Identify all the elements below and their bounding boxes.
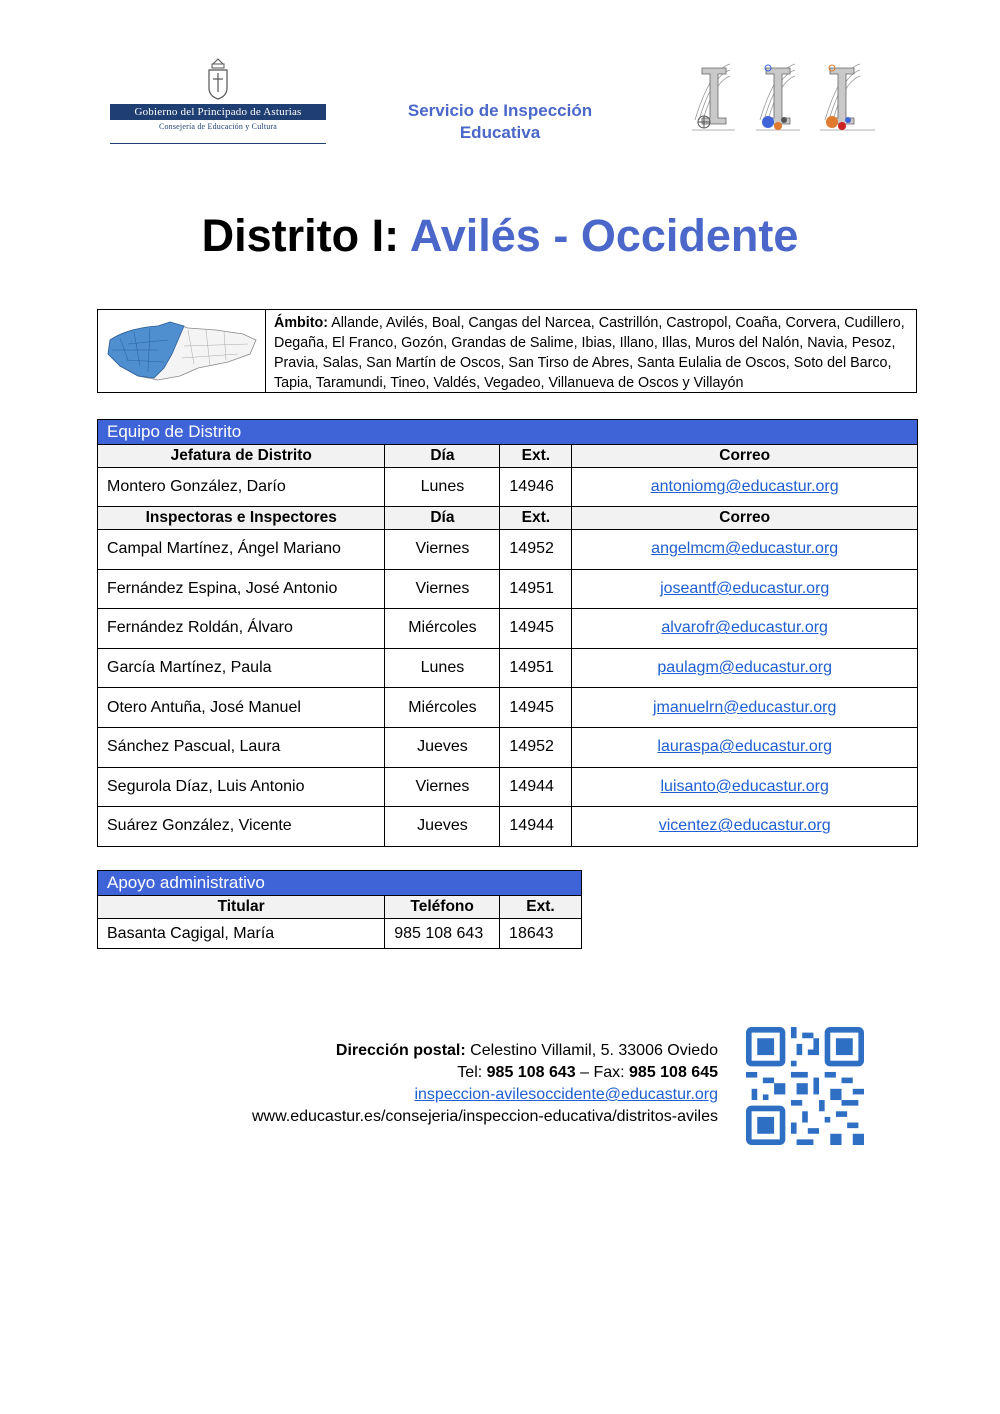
col-header: Jefatura de Distrito (98, 445, 385, 468)
scope-box (97, 309, 917, 393)
table-row (98, 530, 918, 570)
name-cell: Suárez González, Vicente (98, 807, 385, 847)
ext-cell: 14951 (500, 648, 572, 688)
ext-cell: 14952 (500, 727, 572, 767)
day-cell: Viernes (385, 767, 500, 807)
ext-cell: 14944 (500, 767, 572, 807)
table-row (98, 919, 582, 949)
website-url: www.educastur.es/consejeria/inspeccion-educativa/distritos-aviles (252, 1108, 718, 1125)
col-header: Día (385, 445, 500, 468)
name-cell: Sánchez Pascual, Laura (98, 727, 385, 767)
table-row (98, 727, 918, 767)
government-logo (110, 58, 326, 146)
ext-cell: 14952 (500, 530, 572, 570)
day-cell: Jueves (385, 807, 500, 847)
name-cell: García Martínez, Paula (98, 648, 385, 688)
email-link[interactable]: lauraspa@educastur.org (657, 738, 832, 756)
email-link[interactable]: luisanto@educastur.org (660, 777, 829, 795)
table-header-row (98, 445, 918, 468)
inspection-service-logo (690, 60, 880, 140)
table-header-row (98, 896, 582, 919)
table-row (98, 648, 918, 688)
name-cell: Fernández Roldán, Álvaro (98, 609, 385, 649)
fax-label: – Fax: (580, 1064, 625, 1081)
district-team-table (97, 419, 918, 847)
fax-value: 985 108 645 (629, 1064, 718, 1081)
col-header: Ext. (500, 507, 572, 530)
service-line-2: Educativa (459, 123, 541, 142)
service-name (380, 100, 620, 144)
ext-cell: 18643 (500, 919, 582, 949)
name-cell: Basanta Cagigal, María (98, 919, 385, 949)
scope-municipalities: Allande, Avilés, Boal, Cangas del Narcea, Castrillón, Castropol, Coaña, Corvera, Cudillero, Degaña, El Franco, Gozón, Grandas de Salime, Ibias, Illano, Illas, Muros del Nalón, Navia, Pesoz, Pravia, Salas, San Martín de Oscos, San Tirso de Abres, Santa Eulalia de Oscos, Soto del Barco, Tapia, Taramundi, Tineo, Valdés, Vegadeo, Villanueva de Oscos y Villayón (274, 315, 905, 391)
title-prefix: Distrito I: (201, 210, 400, 261)
divider (110, 143, 326, 144)
day-cell: Lunes (385, 468, 500, 507)
ext-cell: 14944 (500, 807, 572, 847)
ext-cell: 14945 (500, 688, 572, 728)
email-link[interactable]: vicentez@educastur.org (658, 817, 831, 835)
col-header: Inspectoras e Inspectores (98, 507, 385, 530)
table-row (98, 569, 918, 609)
tel-label: Tel: (457, 1064, 483, 1081)
tel-value: 985 108 643 (486, 1064, 576, 1081)
col-header: Correo (572, 507, 918, 530)
email-link[interactable]: angelmcm@educastur.org (651, 540, 839, 558)
col-header: Ext. (500, 445, 572, 468)
email-link[interactable]: antoniomg@educastur.org (650, 478, 839, 495)
asturias-map-icon (98, 310, 265, 392)
day-cell: Viernes (385, 530, 500, 570)
email-link[interactable]: jmanuelrn@educastur.org (652, 698, 837, 716)
col-header: Teléfono (385, 896, 500, 919)
col-header: Correo (572, 445, 918, 468)
name-cell: Montero González, Darío (98, 468, 385, 507)
team-caption: Equipo de Distrito (98, 420, 918, 445)
name-cell: Segurola Díaz, Luis Antonio (98, 767, 385, 807)
table-row (98, 468, 918, 507)
admin-support-table (97, 870, 582, 949)
crest-icon (206, 58, 230, 100)
address-value: Celestino Villamil, 5. 33006 Oviedo (470, 1042, 718, 1059)
email-link[interactable]: joseantf@educastur.org (660, 579, 830, 597)
contact-email-link[interactable]: inspeccion-avilesoccidente@educastur.org (414, 1086, 718, 1103)
scope-text (274, 313, 914, 393)
page-title (0, 210, 1000, 262)
col-header: Día (385, 507, 500, 530)
table-header-row (98, 507, 918, 530)
table-row (98, 807, 918, 847)
table-row (98, 609, 918, 649)
ext-cell: 14946 (500, 468, 572, 507)
name-cell: Campal Martínez, Ángel Mariano (98, 530, 385, 570)
day-cell: Miércoles (385, 609, 500, 649)
email-link[interactable]: alvarofr@educastur.org (661, 619, 828, 637)
gov-name-bar: Gobierno del Principado de Asturias (110, 104, 326, 120)
table-row (98, 688, 918, 728)
phone-line (200, 1062, 718, 1084)
email-link[interactable]: paulagm@educastur.org (657, 659, 832, 677)
service-line-1: Servicio de Inspección (407, 101, 593, 120)
day-cell: Lunes (385, 648, 500, 688)
ext-cell: 14951 (500, 569, 572, 609)
ext-cell: 14945 (500, 609, 572, 649)
col-header: Titular (98, 896, 385, 919)
support-caption: Apoyo administrativo (98, 871, 582, 896)
qr-code-icon (746, 1027, 864, 1145)
name-cell: Otero Antuña, José Manuel (98, 688, 385, 728)
day-cell: Viernes (385, 569, 500, 609)
phone-cell: 985 108 643 (385, 919, 500, 949)
day-cell: Miércoles (385, 688, 500, 728)
title-district-name: Avilés - Occidente (409, 210, 799, 261)
name-cell: Fernández Espina, José Antonio (98, 569, 385, 609)
day-cell: Jueves (385, 727, 500, 767)
table-row (98, 767, 918, 807)
scope-label: Ámbito: (274, 315, 328, 331)
col-header: Ext. (500, 896, 582, 919)
district-map (98, 310, 266, 392)
postal-address (200, 1040, 718, 1062)
address-label: Dirección postal: (335, 1042, 466, 1059)
gov-department: Consejería de Educación y Cultura (158, 122, 278, 131)
contact-footer (200, 1040, 718, 1128)
